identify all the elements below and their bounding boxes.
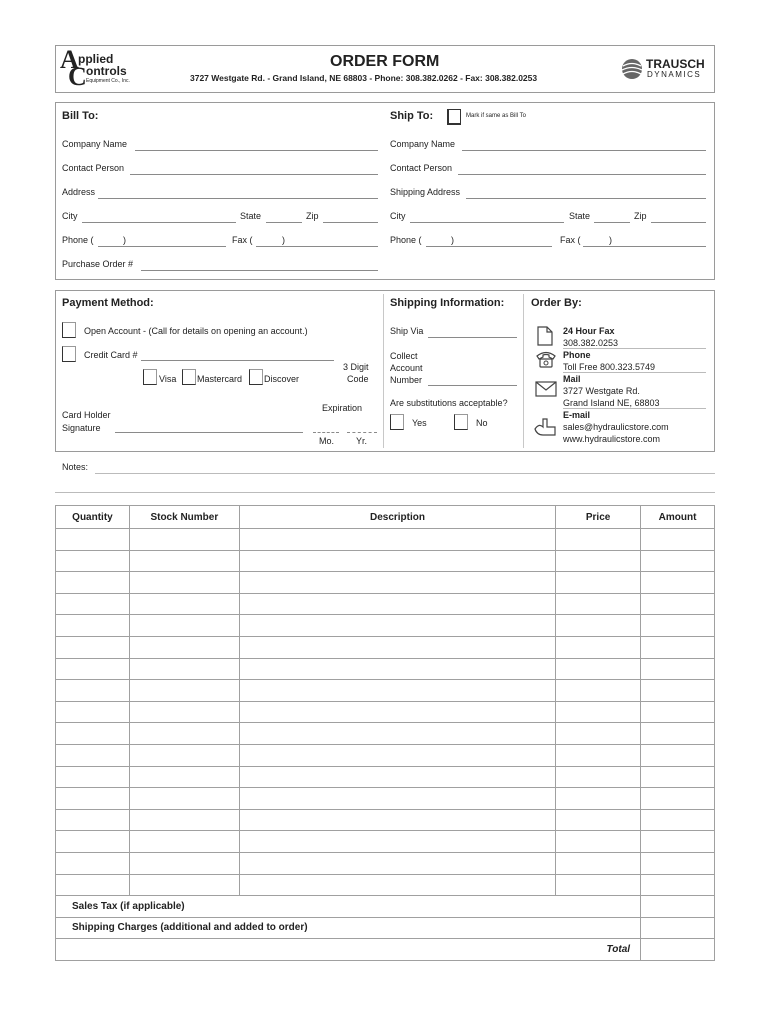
- digit-code-label-1: 3 Digit: [343, 362, 369, 372]
- description-cell[interactable]: [239, 766, 555, 788]
- table-row: [56, 658, 715, 680]
- visa-label: Visa: [159, 374, 177, 384]
- notes-label: Notes:: [62, 462, 89, 472]
- bill-fax-field[interactable]: [256, 246, 378, 247]
- quantity-cell[interactable]: [56, 550, 130, 572]
- stock-number-cell[interactable]: [129, 680, 239, 702]
- quantity-cell[interactable]: [56, 593, 130, 615]
- open-account-checkbox[interactable]: [62, 322, 76, 338]
- stock-number-cell[interactable]: [129, 723, 239, 745]
- shipping-charges-amount-cell[interactable]: [641, 917, 715, 939]
- order-by-divider: [523, 294, 524, 448]
- logo-subtitle: Equipment Co., Inc.: [86, 78, 130, 84]
- table-header-row: [56, 506, 715, 529]
- trausch-globe-icon: [620, 57, 644, 81]
- email-address[interactable]: sales@hydraulicstore.com: [563, 422, 669, 432]
- credit-card-checkbox[interactable]: [62, 346, 76, 362]
- order-by-heading: Order By:: [531, 297, 582, 309]
- ship-contact-field[interactable]: [458, 174, 706, 175]
- address-box: [55, 102, 715, 280]
- fax-label: 24 Hour Fax: [563, 326, 615, 336]
- description-header: Description: [239, 506, 555, 529]
- fax-number: 308.382.0253: [563, 338, 619, 348]
- substitutions-yes-label: Yes: [412, 418, 427, 428]
- month-label: Mo.: [319, 436, 335, 446]
- description-cell[interactable]: [239, 636, 555, 658]
- description-cell[interactable]: [239, 744, 555, 766]
- ship-phone-close: ): [451, 235, 454, 245]
- quantity-cell[interactable]: [56, 658, 130, 680]
- price-cell[interactable]: [556, 658, 641, 680]
- fax-divider: [563, 348, 706, 349]
- email-label: E-mail: [563, 410, 591, 420]
- phone-divider: [563, 372, 706, 373]
- amount-cell[interactable]: [641, 680, 715, 702]
- stock-number-cell[interactable]: [129, 593, 239, 615]
- quantity-cell[interactable]: [56, 529, 130, 551]
- bill-company-field[interactable]: [135, 150, 378, 151]
- trausch-line-1: TRAUSCH: [646, 57, 705, 71]
- stock-number-cell[interactable]: [129, 788, 239, 810]
- amount-cell[interactable]: [641, 658, 715, 680]
- quantity-header: Quantity: [56, 506, 130, 529]
- quantity-cell[interactable]: [56, 744, 130, 766]
- price-cell[interactable]: [556, 831, 641, 853]
- stock-number-cell[interactable]: [129, 550, 239, 572]
- description-cell[interactable]: [239, 550, 555, 572]
- stock-number-cell[interactable]: [129, 831, 239, 853]
- table-row: [56, 615, 715, 637]
- price-cell[interactable]: [556, 572, 641, 594]
- email-hand-icon: [533, 415, 557, 437]
- quantity-cell[interactable]: [56, 615, 130, 637]
- credit-card-field[interactable]: [141, 360, 334, 361]
- description-cell[interactable]: [239, 788, 555, 810]
- shipping-charges-row: [56, 917, 715, 939]
- payment-heading: Payment Method:: [62, 297, 154, 309]
- stock-number-cell[interactable]: [129, 701, 239, 723]
- quantity-cell[interactable]: [56, 766, 130, 788]
- description-cell[interactable]: [239, 529, 555, 551]
- price-cell[interactable]: [556, 852, 641, 874]
- amount-cell[interactable]: [641, 701, 715, 723]
- bill-state-label: State: [240, 211, 262, 221]
- table-row: [56, 744, 715, 766]
- same-as-bill-checkbox[interactable]: [447, 109, 461, 125]
- description-cell[interactable]: [239, 852, 555, 874]
- price-cell[interactable]: [556, 874, 641, 896]
- amount-header: Amount: [641, 506, 715, 529]
- stock-number-cell[interactable]: [129, 874, 239, 896]
- mail-divider: [563, 408, 706, 409]
- price-cell[interactable]: [556, 809, 641, 831]
- telephone-icon: [535, 349, 557, 369]
- form-title: ORDER FORM: [330, 53, 440, 70]
- price-cell[interactable]: [556, 701, 641, 723]
- stock-number-cell[interactable]: [129, 572, 239, 594]
- stock-number-header: Stock Number: [129, 506, 239, 529]
- applied-controls-logo: [60, 45, 180, 91]
- price-cell[interactable]: [556, 788, 641, 810]
- amount-cell[interactable]: [641, 831, 715, 853]
- amount-cell[interactable]: [641, 529, 715, 551]
- ship-city-label: City: [390, 211, 406, 221]
- table-row: [56, 809, 715, 831]
- logo-big-c: C: [68, 62, 87, 91]
- bill-address-field[interactable]: [98, 198, 378, 199]
- fax-document-icon: [537, 326, 553, 346]
- quantity-cell[interactable]: [56, 831, 130, 853]
- description-cell[interactable]: [239, 701, 555, 723]
- ship-zip-field[interactable]: [651, 222, 706, 223]
- amount-cell[interactable]: [641, 615, 715, 637]
- phone-number: Toll Free 800.323.5749: [563, 362, 656, 372]
- bill-contact-field[interactable]: [130, 174, 378, 175]
- amount-cell[interactable]: [641, 572, 715, 594]
- stock-number-cell[interactable]: [129, 636, 239, 658]
- digit-code-label-2: Code: [347, 374, 369, 384]
- bill-fax-label: Fax (: [232, 235, 253, 245]
- bill-fax-close: ): [282, 235, 285, 245]
- table-row: [56, 680, 715, 702]
- mastercard-label: Mastercard: [197, 374, 243, 384]
- substitutions-no-checkbox[interactable]: [454, 414, 468, 430]
- table-row: [56, 852, 715, 874]
- bill-po-label: Purchase Order #: [62, 259, 134, 269]
- stock-number-cell[interactable]: [129, 658, 239, 680]
- description-cell[interactable]: [239, 680, 555, 702]
- description-cell[interactable]: [239, 593, 555, 615]
- stock-number-cell[interactable]: [129, 809, 239, 831]
- ship-fax-field[interactable]: [583, 246, 706, 247]
- account-label: Account: [390, 363, 423, 373]
- table-row: [56, 529, 715, 551]
- bill-to-heading: Bill To:: [62, 110, 99, 122]
- stock-number-cell[interactable]: [129, 852, 239, 874]
- ship-city-field[interactable]: [410, 222, 564, 223]
- ship-address-field[interactable]: [466, 198, 706, 199]
- bill-phone-field[interactable]: [98, 246, 226, 247]
- notes-field-line-2[interactable]: [55, 492, 715, 493]
- amount-cell[interactable]: [641, 636, 715, 658]
- price-cell[interactable]: [556, 593, 641, 615]
- bill-address-label: Address: [62, 187, 96, 197]
- substitutions-yes-checkbox[interactable]: [390, 414, 404, 430]
- total-row: [56, 939, 715, 961]
- quantity-cell[interactable]: [56, 809, 130, 831]
- payment-divider: [383, 294, 384, 448]
- table-row: [56, 636, 715, 658]
- ship-state-field[interactable]: [594, 222, 630, 223]
- table-row: [56, 701, 715, 723]
- quantity-cell[interactable]: [56, 572, 130, 594]
- price-cell[interactable]: [556, 766, 641, 788]
- description-cell[interactable]: [239, 658, 555, 680]
- sales-tax-row: [56, 896, 715, 918]
- mail-line-1: 3727 Westgate Rd.: [563, 386, 640, 396]
- stock-number-cell[interactable]: [129, 615, 239, 637]
- quantity-cell[interactable]: [56, 788, 130, 810]
- signature-field[interactable]: [115, 432, 303, 433]
- amount-cell[interactable]: [641, 788, 715, 810]
- ship-fax-close: ): [609, 235, 612, 245]
- description-cell[interactable]: [239, 723, 555, 745]
- logo-line-1: pplied: [78, 52, 114, 66]
- ship-via-label: Ship Via: [390, 326, 424, 336]
- quantity-cell[interactable]: [56, 852, 130, 874]
- sales-tax-label: Sales Tax (if applicable): [56, 896, 641, 918]
- bill-contact-label: Contact Person: [62, 163, 125, 173]
- price-cell[interactable]: [556, 550, 641, 572]
- stock-number-cell[interactable]: [129, 766, 239, 788]
- table-row: [56, 788, 715, 810]
- logo-big-a: A: [60, 45, 79, 74]
- open-account-label: Open Account - (Call for details on opening an account.): [84, 326, 308, 336]
- substitutions-label: Are substitutions acceptable?: [390, 398, 508, 408]
- quantity-cell[interactable]: [56, 874, 130, 896]
- table-row: [56, 831, 715, 853]
- trausch-line-2: DYNAMICS: [647, 70, 702, 79]
- amount-cell[interactable]: [641, 744, 715, 766]
- description-cell[interactable]: [239, 874, 555, 896]
- total-amount-cell[interactable]: [641, 939, 715, 961]
- bill-city-label: City: [62, 211, 78, 221]
- website-link[interactable]: www.hydraulicstore.com: [563, 434, 661, 444]
- phone-label: Phone: [563, 350, 591, 360]
- stock-number-cell[interactable]: [129, 744, 239, 766]
- description-cell[interactable]: [239, 615, 555, 637]
- quantity-cell[interactable]: [56, 680, 130, 702]
- bill-zip-label: Zip: [306, 211, 319, 221]
- sales-tax-amount-cell[interactable]: [641, 896, 715, 918]
- mail-label: Mail: [563, 374, 581, 384]
- price-cell[interactable]: [556, 615, 641, 637]
- bill-city-field[interactable]: [82, 222, 236, 223]
- ship-company-field[interactable]: [462, 150, 706, 151]
- logo-line-2: ontrols: [86, 64, 127, 78]
- price-cell[interactable]: [556, 636, 641, 658]
- price-cell[interactable]: [556, 680, 641, 702]
- description-cell[interactable]: [239, 831, 555, 853]
- bill-zip-field[interactable]: [323, 222, 378, 223]
- ship-contact-label: Contact Person: [390, 163, 453, 173]
- amount-cell[interactable]: [641, 766, 715, 788]
- ship-phone-field[interactable]: [426, 246, 552, 247]
- card-holder-label: Card Holder: [62, 410, 111, 420]
- signature-label: Signature: [62, 423, 101, 433]
- quantity-cell[interactable]: [56, 701, 130, 723]
- table-row: [56, 593, 715, 615]
- shipping-heading: Shipping Information:: [390, 297, 505, 309]
- expiration-label: Expiration: [322, 403, 363, 413]
- table-row: [56, 572, 715, 594]
- collect-account-field[interactable]: [428, 385, 517, 386]
- description-cell[interactable]: [239, 572, 555, 594]
- mail-line-2: Grand Island NE, 68803: [563, 398, 660, 408]
- ship-company-label: Company Name: [390, 139, 456, 149]
- description-cell[interactable]: [239, 809, 555, 831]
- price-cell[interactable]: [556, 744, 641, 766]
- discover-checkbox[interactable]: [249, 369, 263, 385]
- bill-state-field[interactable]: [266, 222, 302, 223]
- header-address: 3727 Westgate Rd. - Grand Island, NE 68803 - Phone: 308.382.0262 - Fax: 308.382.0253: [190, 73, 538, 83]
- quantity-cell[interactable]: [56, 636, 130, 658]
- shipping-charges-label: Shipping Charges (additional and added to order): [56, 917, 641, 939]
- quantity-cell[interactable]: [56, 723, 130, 745]
- ship-zip-label: Zip: [634, 211, 647, 221]
- mail-envelope-icon: [535, 381, 557, 397]
- visa-checkbox[interactable]: [143, 369, 157, 385]
- expiration-month-field[interactable]: [313, 432, 339, 433]
- amount-cell[interactable]: [641, 550, 715, 572]
- year-label: Yr.: [356, 436, 368, 446]
- notes-field-line-1[interactable]: [95, 473, 715, 474]
- amount-cell[interactable]: [641, 874, 715, 896]
- ship-to-heading: Ship To:: [390, 110, 434, 122]
- ship-state-label: State: [569, 211, 591, 221]
- bill-po-field[interactable]: [141, 270, 378, 271]
- bill-phone-label: Phone (: [62, 235, 94, 245]
- order-items-table: [55, 505, 715, 961]
- price-header: Price: [556, 506, 641, 529]
- mastercard-checkbox[interactable]: [182, 369, 196, 385]
- discover-label: Discover: [264, 374, 300, 384]
- price-cell[interactable]: [556, 529, 641, 551]
- amount-cell[interactable]: [641, 852, 715, 874]
- ship-phone-label: Phone (: [390, 235, 422, 245]
- table-row: [56, 723, 715, 745]
- ship-address-label: Shipping Address: [390, 187, 461, 197]
- amount-cell[interactable]: [641, 809, 715, 831]
- stock-number-cell[interactable]: [129, 529, 239, 551]
- ship-fax-label: Fax (: [560, 235, 581, 245]
- bill-company-label: Company Name: [62, 139, 128, 149]
- amount-cell[interactable]: [641, 723, 715, 745]
- credit-card-label: Credit Card #: [84, 350, 138, 360]
- bill-phone-close: ): [123, 235, 126, 245]
- total-label: Total: [56, 939, 641, 961]
- table-row: [56, 550, 715, 572]
- number-label: Number: [390, 375, 423, 385]
- same-as-bill-note: Mark if same as Bill To: [466, 113, 526, 119]
- expiration-year-field[interactable]: [347, 432, 377, 433]
- collect-label: Collect: [390, 351, 418, 361]
- substitutions-no-label: No: [476, 418, 488, 428]
- amount-cell[interactable]: [641, 593, 715, 615]
- table-row: [56, 874, 715, 896]
- table-row: [56, 766, 715, 788]
- trausch-logo: [620, 55, 712, 83]
- ship-via-field[interactable]: [428, 337, 517, 338]
- price-cell[interactable]: [556, 723, 641, 745]
